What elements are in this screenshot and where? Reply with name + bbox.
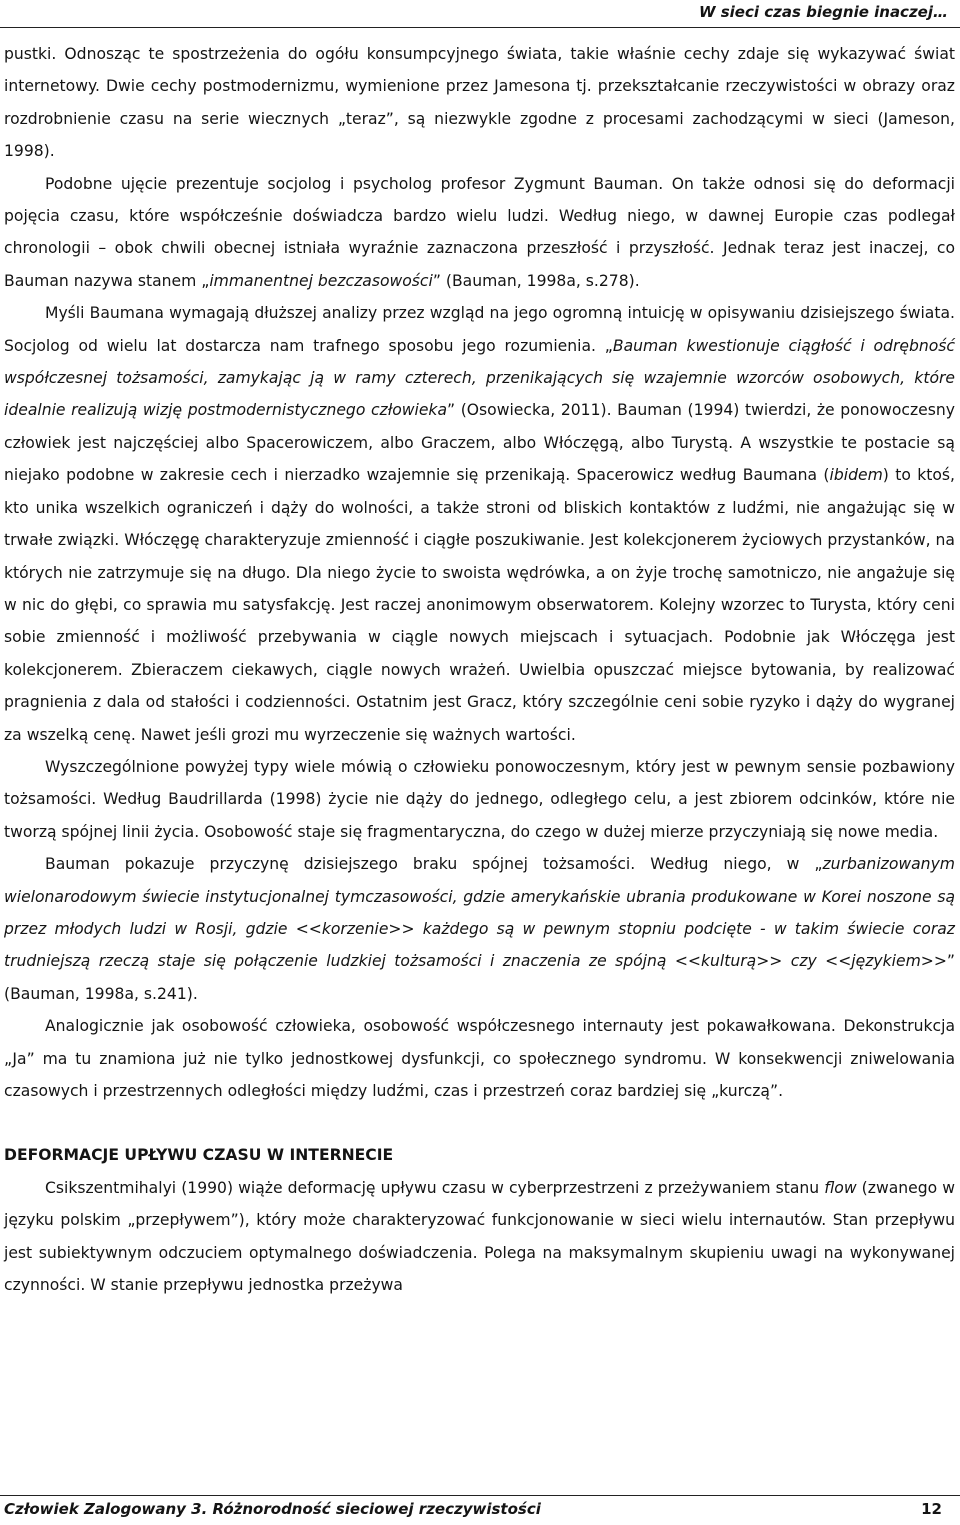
paragraph-7: Csikszentmihalyi (1990) wiąże deformację upływu czasu w cyberprzestrzeni z przeżywaniem stanu flow (zwanego w języku polskim „przepływem”), który może charakteryzować funkcjonowanie w sieci wielu internautów. Stan przepływu jest subiektywnym odczuciem optymalnego doświadczenia. Polega na maksymalnym skupieniu uwagi na wykonywanej czynności. W stanie przepływu jednostka przeżywa bbox=[4, 1178, 955, 1295]
quotation: zurbanizowanym wielonarodowym świecie instytucjonalnej tymczasowości, gdzie amerykańskie ubrania produkowane w Korei noszone są przez młodych ludzi w Rosji, gdzie <<korzenie>> każdego są w pewnym stopniu podcięte - w takim świecie coraz trudniejszą rzeczą staje się połączenie ludzkiej tożsamości i znaczenia ze spójną <<kulturą>> czy <<językiem>> bbox=[4, 855, 955, 971]
emphasis: ibidem bbox=[829, 466, 883, 485]
paragraph-6: Analogicznie jak osobowość człowieka, osobowość współczesnego internauty jest pokawałkowana. Dekonstrukcja „Ja” ma tu znamiona już nie tylko jednostkowej dysfunkcji, co społecznego syndromu. W konsekwencji zniwelowania czasowych i przestrzennych odległości między ludźmi, czas i przestrzeń coraz bardziej się „kurczą”. bbox=[4, 1017, 955, 1100]
page-number: 12 bbox=[921, 1500, 942, 1518]
paragraph-5: Bauman pokazuje przyczynę dzisiejszego braku spójnej tożsamości. Według niego, w „zurbanizowanym wielonarodowym świecie instytucjonalnej tymczasowości, gdzie amerykańskie ubrania produkowane w Korei noszone są przez młodych ludzi w Rosji, gdzie <<korzenie>> każdego są w pewnym stopniu podcięte - w takim świecie coraz trudniejszą rzeczą staje się połączenie ludzkiej tożsamości i znaczenia ze spójną <<kulturą>> czy <<językiem>>” (Bauman, 1998a, s.241). bbox=[4, 855, 955, 1003]
section-heading: DEFORMACJE UPŁYWU CZASU W INTERNECIE bbox=[4, 1146, 394, 1165]
emphasis: immanentnej bezczasowości bbox=[209, 271, 433, 290]
page-body bbox=[4, 38, 955, 1301]
footer-divider bbox=[0, 1495, 960, 1496]
emphasis: flow bbox=[824, 1178, 857, 1197]
paragraph-2: Podobne ujęcie prezentuje socjolog i psycholog profesor Zygmunt Bauman. On także odnosi się do deformacji pojęcia czasu, które współcześnie doświadcza bardzo wielu ludzi. Według niego, w dawnej Europie czas podlegał chronologii – obok chwili obecnej istniała wyraźnie zaznaczona przeszłość i przyszłość. Jednak teraz jest inaczej, co Bauman nazywa stanem „immanentnej bezczasowości” (Bauman, 1998a, s.278). bbox=[4, 174, 955, 290]
quotation: Bauman kwestionuje ciągłość i odrębność współczesnej tożsamości, zamykając ją w ramy czterech, przenikających się wzajemnie wzorców osobowych, które idealnie realizują wizję postmodernistycznego człowieka bbox=[4, 336, 955, 420]
publication-title: Człowiek Zalogowany 3. Różnorodność sieciowej rzeczywistości bbox=[4, 1500, 541, 1518]
page-footer bbox=[4, 1500, 942, 1518]
running-header: W sieci czas biegnie inaczej… bbox=[698, 3, 948, 21]
header-divider bbox=[0, 27, 960, 28]
paragraph-4: Wyszczególnione powyżej typy wiele mówią o człowieku ponowoczesnym, który jest w pewnym sensie pozbawiony tożsamości. Według Baudrillarda (1998) życie nie dąży do jednego, odległego celu, a jest zbiorem odcinków, które nie tworzą spójnej linii życia. Osobowość staje się fragmentaryczna, do czego w dużej mierze przyczyniają się nowe media. bbox=[4, 757, 955, 841]
paragraph-3: Myśli Baumana wymagają dłuższej analizy przez wzgląd na jego ogromną intuicję w opisywaniu dzisiejszego świata. Socjolog od wielu lat dostarcza nam trafnego sposobu jego rozumienia. „Bauman kwestionuje ciągłość i odrębność współczesnej tożsamości, zamykając ją w ramy czterech, przenikających się wzajemnie wzorców osobowych, które idealnie realizują wizję postmodernistycznego człowieka” (Osowiecka, 2011). Bauman (1994) twierdzi, że ponowoczesny człowiek jest najczęściej albo Spacerowiczem, albo Graczem, albo Włóczęgą, albo Turystą. A wszystkie te postacie są niejako podobne w zakresie cech i nierzadko wzajemnie się przenikają. Spacerowicz według Baumana (ibidem) to ktoś, kto unika wszelkich ograniczeń i dąży do wolności, a także stroni od bliskich kontaktów z ludźmi, nie angażując się w trwałe związki. Włóczęgę charakteryzuje zmienność i ciągłe poszukiwanie. Jest kolekcjonerem życiowych przystanków, na których nie zatrzymuje się na długo. Dla niego życie to swoista wędrówka, a on żyje trochę samotniczo, nie angażuje się w nic do głębi, co sprawia mu satysfakcję. Jest raczej anonimowym obserwatorem. Kolejny wzorzec to Turysta, który ceni sobie zmienność i możliwość przebywania w ciągle nowych miejscach i sytuacjach. Podobnie jak Włóczęga jest kolekcjonerem. Zbieraczem ciekawych, ciągle nowych wrażeń. Uwielbia opuszczać miejsce bytowania, by realizować pragnienia z dala od stałości i codzienności. Ostatnim jest Gracz, który szczególnie ceni sobie ryzyko i dąży do wygranej za wszelką cenę. Nawet jeśli grozi mu wyrzeczenie się ważnych wartości. bbox=[4, 304, 955, 744]
paragraph-1: pustki. Odnosząc te spostrzeżenia do ogółu konsumpcyjnego świata, takie właśnie cechy zdaje się wykazywać świat internetowy. Dwie cechy postmodernizmu, wymienione przez Jamesona tj. przekształcanie rzeczywistości w obrazy oraz rozdrobnienie czasu na serie wiecznych „teraz”, są niezwykle zgodne z procesami zachodzącymi w sieci (Jameson, 1998). bbox=[4, 45, 955, 161]
